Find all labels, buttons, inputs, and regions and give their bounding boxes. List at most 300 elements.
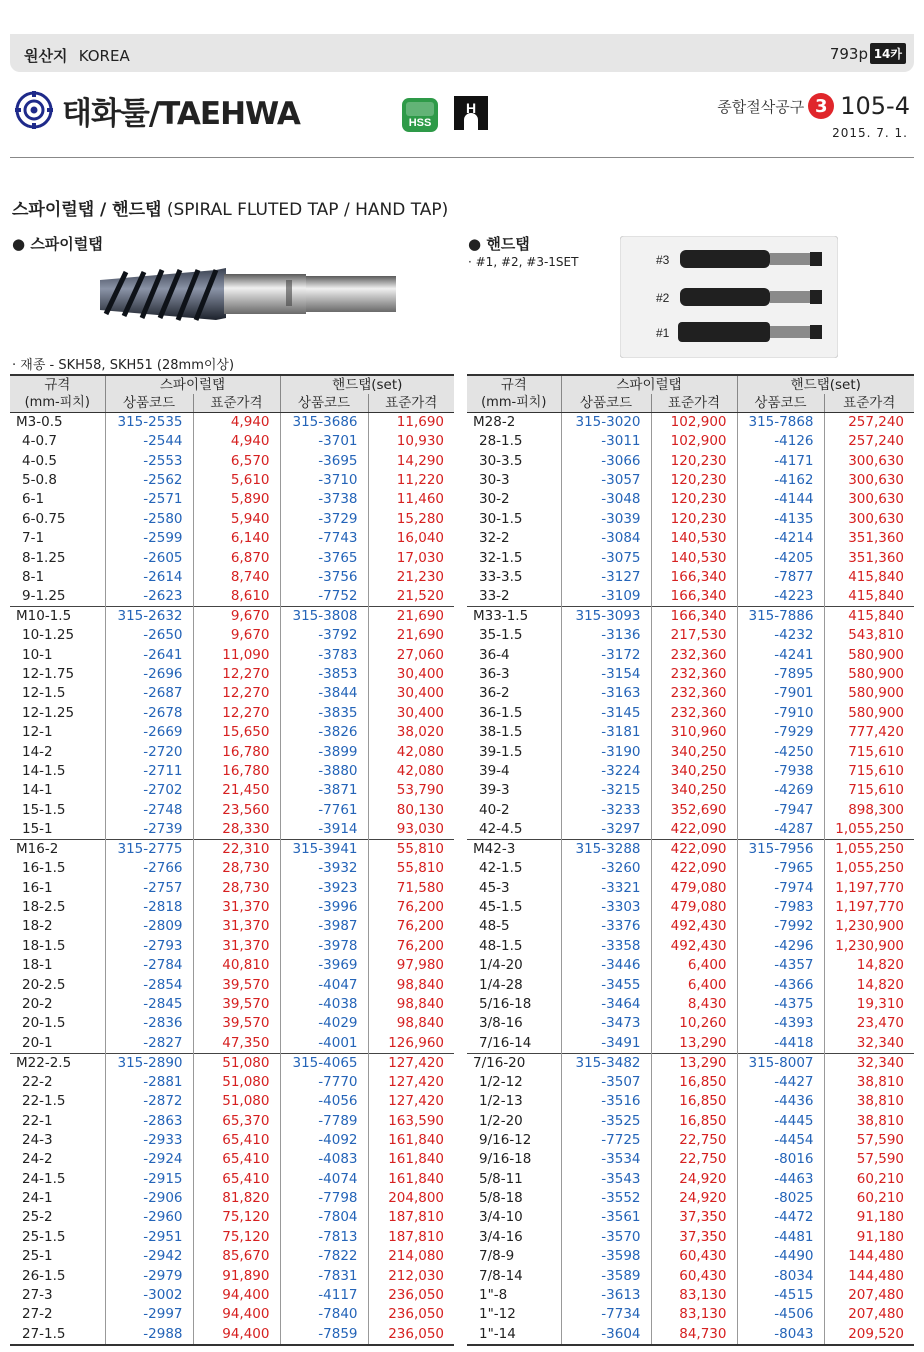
table-row xyxy=(467,762,914,781)
spiral-code-cell: -3057 xyxy=(561,471,651,490)
spiral-code-cell: -3321 xyxy=(561,878,651,897)
spec-cell: 42-4.5 xyxy=(479,821,523,838)
spiral-price-cell: 422,090 xyxy=(651,859,737,878)
hand-price-cell: 98,840 xyxy=(368,975,454,994)
spiral-code-cell: -3172 xyxy=(561,646,651,665)
table-row xyxy=(10,742,454,761)
spec-cell: 4-0.5 xyxy=(22,452,57,469)
table-row xyxy=(467,801,914,820)
spiral-code-cell: -2960 xyxy=(105,1208,193,1227)
hand-price-cell: 236,050 xyxy=(368,1286,454,1305)
table-row xyxy=(467,742,914,761)
table-row xyxy=(467,1034,914,1054)
hand-tap-set-image xyxy=(620,236,838,358)
spiral-price-cell: 15,650 xyxy=(193,723,280,742)
spiral-price-cell: 37,350 xyxy=(651,1208,737,1227)
spec-cell: 22-1 xyxy=(22,1112,53,1129)
hand-price-cell: 207,480 xyxy=(824,1305,914,1324)
spiral-price-cell: 232,360 xyxy=(651,646,737,665)
spiral-price-cell: 217,530 xyxy=(651,626,737,645)
spiral-price-cell: 24,920 xyxy=(651,1170,737,1189)
spec-cell: 22-2 xyxy=(22,1073,53,1090)
hand-price-cell: 11,690 xyxy=(368,413,454,433)
spiral-price-cell: 16,850 xyxy=(651,1092,737,1111)
hand-price-cell: 55,810 xyxy=(368,859,454,878)
spiral-code-cell: -2997 xyxy=(105,1305,193,1324)
spiral-code-cell: -2784 xyxy=(105,956,193,975)
hand-code-cell: -8043 xyxy=(737,1325,824,1345)
table-row xyxy=(467,1111,914,1130)
hand-price-cell: 715,610 xyxy=(824,781,914,800)
spiral-code-cell: -2739 xyxy=(105,820,193,840)
spec-cell: 15-1 xyxy=(22,821,53,838)
table-row xyxy=(467,1073,914,1092)
hand-code-cell: -3738 xyxy=(280,490,368,509)
spiral-price-cell: 120,230 xyxy=(651,490,737,509)
hand-code-cell: -4375 xyxy=(737,995,824,1014)
spec-cell: 7-1 xyxy=(22,530,45,547)
hand-code-cell: -3996 xyxy=(280,898,368,917)
spec-cell: 28-1.5 xyxy=(479,433,523,450)
spiral-price-cell: 492,430 xyxy=(651,917,737,936)
hand-price-cell: 19,310 xyxy=(824,995,914,1014)
hand-code-cell: -4490 xyxy=(737,1247,824,1266)
table-row xyxy=(10,840,454,860)
table-row xyxy=(10,1325,454,1345)
hand-price-cell: 15,280 xyxy=(368,510,454,529)
hand-code-cell: -7789 xyxy=(280,1111,368,1130)
hand-code-cell: -3844 xyxy=(280,684,368,703)
hand-code-cell: -4205 xyxy=(737,548,824,567)
spec-cell: 1"-12 xyxy=(479,1306,516,1323)
spiral-code-cell: -3464 xyxy=(561,995,651,1014)
spec-cell: 30-1.5 xyxy=(479,510,523,527)
hand-price-cell: 187,810 xyxy=(368,1208,454,1227)
hand-code-cell: -4214 xyxy=(737,529,824,548)
spiral-price-cell: 352,690 xyxy=(651,801,737,820)
spec-cell: 6-1 xyxy=(22,491,45,508)
spiral-code-cell: -3233 xyxy=(561,801,651,820)
hand-price-cell: 60,210 xyxy=(824,1189,914,1208)
hand-code-cell: -4418 xyxy=(737,1034,824,1054)
hand-price-cell: 98,840 xyxy=(368,995,454,1014)
spiral-price-cell: 22,750 xyxy=(651,1150,737,1169)
spiral-code-cell: -3215 xyxy=(561,781,651,800)
table-row xyxy=(10,607,454,627)
hand-price-cell: 161,840 xyxy=(368,1131,454,1150)
table-row xyxy=(467,995,914,1014)
hand-code-cell: -4223 xyxy=(737,587,824,607)
table-row xyxy=(10,413,454,433)
hand-price-cell: 580,900 xyxy=(824,684,914,703)
header-spec: 규격 xyxy=(10,375,105,394)
table-row xyxy=(467,568,914,587)
table-row xyxy=(10,1305,454,1324)
hand-price-cell: 415,840 xyxy=(824,607,914,627)
table-row xyxy=(10,956,454,975)
spiral-code-cell: -2854 xyxy=(105,975,193,994)
spiral-price-cell: 492,430 xyxy=(651,937,737,956)
hand-price-cell: 76,200 xyxy=(368,917,454,936)
spiral-code-cell: 315-3020 xyxy=(561,413,651,433)
hand-code-cell: -7877 xyxy=(737,568,824,587)
hand-code-cell: -4117 xyxy=(280,1286,368,1305)
hand-code-cell: -4092 xyxy=(280,1131,368,1150)
spiral-price-cell: 340,250 xyxy=(651,742,737,761)
hand-code-cell: -7901 xyxy=(737,684,824,703)
hand-code-cell: 315-8007 xyxy=(737,1053,824,1073)
table-row xyxy=(10,510,454,529)
spec-cell: 15-1.5 xyxy=(22,801,66,818)
spiral-code-cell: -3127 xyxy=(561,568,651,587)
hand-code-cell: -3853 xyxy=(280,665,368,684)
spiral-price-cell: 31,370 xyxy=(193,937,280,956)
spiral-code-cell: -2906 xyxy=(105,1189,193,1208)
table-row xyxy=(467,510,914,529)
spec-cell: 10-1 xyxy=(22,646,53,663)
spiral-price-cell: 28,730 xyxy=(193,859,280,878)
hand-price-cell: 715,610 xyxy=(824,742,914,761)
hand-price-cell: 27,060 xyxy=(368,646,454,665)
spiral-code-cell: -3543 xyxy=(561,1170,651,1189)
hand-price-cell: 21,520 xyxy=(368,587,454,607)
spiral-price-cell: 94,400 xyxy=(193,1325,280,1345)
spiral-price-cell: 13,290 xyxy=(651,1034,737,1054)
section-title xyxy=(12,195,448,220)
spiral-price-cell: 4,940 xyxy=(193,432,280,451)
hand-price-cell: 10,930 xyxy=(368,432,454,451)
spiral-code-cell: -3145 xyxy=(561,704,651,723)
hand-code-cell: -3783 xyxy=(280,646,368,665)
spec-cell: 27-2 xyxy=(22,1306,53,1323)
spiral-price-cell: 28,730 xyxy=(193,878,280,897)
table-row xyxy=(467,840,914,860)
spec-cell: 36-4 xyxy=(479,646,510,663)
hand-price-cell: 57,590 xyxy=(824,1150,914,1169)
spiral-price-cell: 51,080 xyxy=(193,1053,280,1073)
spiral-code-cell: -3163 xyxy=(561,684,651,703)
spiral-price-cell: 60,430 xyxy=(651,1247,737,1266)
spec-cell: 14-1.5 xyxy=(22,763,66,780)
spiral-price-cell: 75,120 xyxy=(193,1208,280,1227)
table-row xyxy=(10,646,454,665)
hand-tap-heading: ● 핸드탭 xyxy=(468,233,530,254)
hand-code-cell: 315-3808 xyxy=(280,607,368,627)
spiral-price-cell: 65,370 xyxy=(193,1111,280,1130)
spiral-price-cell: 166,340 xyxy=(651,568,737,587)
hand-code-cell: -3987 xyxy=(280,917,368,936)
hand-price-cell: 161,840 xyxy=(368,1170,454,1189)
header-price: 표준가격 xyxy=(651,394,737,413)
spiral-code-cell: -7725 xyxy=(561,1131,651,1150)
hand-code-cell: -7752 xyxy=(280,587,368,607)
hand-code-cell: -4287 xyxy=(737,820,824,840)
spiral-code-cell: -3570 xyxy=(561,1228,651,1247)
hand-code-cell: -7804 xyxy=(280,1208,368,1227)
spec-cell: 10-1.25 xyxy=(22,627,75,644)
hand-code-cell: -3871 xyxy=(280,781,368,800)
material-note: · 재종 - SKH58, SKH51 (28mm이상) xyxy=(12,358,235,373)
table-row xyxy=(467,529,914,548)
hand-code-cell: -4436 xyxy=(737,1092,824,1111)
header-price: 표준가격 xyxy=(824,394,914,413)
hand-price-cell: 300,630 xyxy=(824,490,914,509)
spec-cell: 5/8-18 xyxy=(479,1190,523,1207)
hand-price-cell: 23,470 xyxy=(824,1014,914,1033)
spec-cell: 1/2-20 xyxy=(479,1112,523,1129)
table-row xyxy=(467,587,914,607)
spiral-price-cell: 23,560 xyxy=(193,801,280,820)
spiral-code-cell: -3048 xyxy=(561,490,651,509)
table-body-right xyxy=(467,413,914,1345)
spiral-code-cell: -3552 xyxy=(561,1189,651,1208)
spiral-code-cell: -2881 xyxy=(105,1073,193,1092)
hand-price-cell: 127,420 xyxy=(368,1092,454,1111)
table-row xyxy=(467,548,914,567)
hand-code-cell: -3710 xyxy=(280,471,368,490)
table-row xyxy=(10,432,454,451)
spec-cell: M22-2.5 xyxy=(10,1053,105,1073)
header-spec-sub: (mm-피치) xyxy=(467,394,561,413)
hand-price-cell: 214,080 xyxy=(368,1247,454,1266)
spec-cell: 30-2 xyxy=(479,491,510,508)
spiral-code-cell: -3181 xyxy=(561,723,651,742)
table-row xyxy=(10,898,454,917)
hand-code-cell: -4083 xyxy=(280,1150,368,1169)
table-row xyxy=(467,1131,914,1150)
hand-code-cell: -4481 xyxy=(737,1228,824,1247)
table-row xyxy=(10,1053,454,1073)
table-row xyxy=(10,1034,454,1054)
hand-code-cell: -7910 xyxy=(737,704,824,723)
spiral-price-cell: 340,250 xyxy=(651,762,737,781)
table-row xyxy=(467,937,914,956)
table-row xyxy=(10,762,454,781)
table-row xyxy=(10,1131,454,1150)
spiral-code-cell: -3154 xyxy=(561,665,651,684)
spec-cell: 18-2.5 xyxy=(22,899,66,915)
table-row xyxy=(467,451,914,470)
spiral-code-cell: -2872 xyxy=(105,1092,193,1111)
spiral-code-cell: -2988 xyxy=(105,1325,193,1345)
table-row xyxy=(10,490,454,509)
table-row xyxy=(10,1286,454,1305)
spiral-price-cell: 232,360 xyxy=(651,684,737,703)
spec-cell: 42-1.5 xyxy=(479,860,523,877)
hand-code-cell: -3899 xyxy=(280,742,368,761)
hand-code-cell: -7822 xyxy=(280,1247,368,1266)
catalog-page: 105-4 xyxy=(840,92,910,120)
hand-code-cell: -4162 xyxy=(737,471,824,490)
spiral-price-cell: 94,400 xyxy=(193,1286,280,1305)
hand-price-cell: 14,820 xyxy=(824,975,914,994)
spiral-price-cell: 5,940 xyxy=(193,510,280,529)
hand-price-cell: 144,480 xyxy=(824,1247,914,1266)
spec-cell: 7/8-14 xyxy=(479,1267,523,1284)
hand-price-cell: 42,080 xyxy=(368,742,454,761)
hand-code-cell: -4393 xyxy=(737,1014,824,1033)
spiral-price-cell: 51,080 xyxy=(193,1092,280,1111)
table-row xyxy=(467,684,914,703)
table-row xyxy=(467,975,914,994)
hand-code-cell: -3695 xyxy=(280,451,368,470)
spiral-code-cell: -2614 xyxy=(105,568,193,587)
page-reference: 793p xyxy=(829,45,868,63)
spiral-code-cell: -2818 xyxy=(105,898,193,917)
table-row xyxy=(10,820,454,840)
spiral-price-cell: 102,900 xyxy=(651,413,737,433)
header-code: 상품코드 xyxy=(280,394,368,413)
hand-price-cell: 80,130 xyxy=(368,801,454,820)
spiral-price-cell: 166,340 xyxy=(651,607,737,627)
spiral-price-cell: 83,130 xyxy=(651,1305,737,1324)
header-code: 상품코드 xyxy=(105,394,193,413)
hand-price-cell: 38,810 xyxy=(824,1073,914,1092)
spec-cell: 36-2 xyxy=(479,685,510,702)
hand-code-cell: -7798 xyxy=(280,1189,368,1208)
spec-cell: 12-1.5 xyxy=(22,685,66,702)
spec-cell: 26-1.5 xyxy=(22,1267,66,1284)
hand-code-cell: -3826 xyxy=(280,723,368,742)
table-row xyxy=(467,432,914,451)
spiral-code-cell: -3473 xyxy=(561,1014,651,1033)
spec-cell: 32-2 xyxy=(479,530,510,547)
hand-price-cell: 1,055,250 xyxy=(824,859,914,878)
spiral-code-cell: -2809 xyxy=(105,917,193,936)
hand-tap-note: · #1, #2, #3-1SET xyxy=(468,255,579,269)
spec-cell: 45-1.5 xyxy=(479,899,523,915)
header-price: 표준가격 xyxy=(193,394,280,413)
hand-code-cell: -4047 xyxy=(280,975,368,994)
hand-code-cell: -3765 xyxy=(280,548,368,567)
hand-code-cell: -3880 xyxy=(280,762,368,781)
hand-code-cell: -4366 xyxy=(737,975,824,994)
hand-code-cell: -7965 xyxy=(737,859,824,878)
spiral-price-cell: 51,080 xyxy=(193,1073,280,1092)
header-bar xyxy=(10,34,914,72)
spiral-price-cell: 31,370 xyxy=(193,898,280,917)
hand-code-cell: -7992 xyxy=(737,917,824,936)
table-row xyxy=(467,781,914,800)
spec-cell: 7/16-14 xyxy=(479,1034,532,1051)
spiral-price-cell: 21,450 xyxy=(193,781,280,800)
header-spiral: 스파이럴탭 xyxy=(561,375,737,394)
hand-price-cell: 14,820 xyxy=(824,956,914,975)
spec-cell: 39-1.5 xyxy=(479,743,523,760)
table-row xyxy=(467,859,914,878)
table-row xyxy=(467,1189,914,1208)
hand-price-cell: 21,690 xyxy=(368,626,454,645)
table-row xyxy=(10,1014,454,1033)
hand-price-cell: 17,030 xyxy=(368,548,454,567)
spiral-code-cell: -2641 xyxy=(105,646,193,665)
spiral-code-cell: -3604 xyxy=(561,1325,651,1345)
spec-cell: 18-2 xyxy=(22,918,53,935)
spiral-price-cell: 75,120 xyxy=(193,1228,280,1247)
hand-code-cell: 315-3686 xyxy=(280,413,368,433)
hand-code-cell: -3978 xyxy=(280,937,368,956)
section-title-bold: 스파이럴탭 / 핸드탭 xyxy=(12,200,162,220)
hand-price-cell: 30,400 xyxy=(368,684,454,703)
spec-cell: 1"-8 xyxy=(479,1287,508,1304)
spiral-price-cell: 16,850 xyxy=(651,1073,737,1092)
table-row xyxy=(10,1073,454,1092)
spiral-code-cell: -3039 xyxy=(561,510,651,529)
spec-cell: 7/16-20 xyxy=(467,1053,561,1073)
table-row xyxy=(10,995,454,1014)
spiral-code-cell: -3011 xyxy=(561,432,651,451)
table-row xyxy=(467,1170,914,1189)
table-row xyxy=(467,723,914,742)
spec-cell: 24-1.5 xyxy=(22,1170,66,1187)
hand-label-3: #3 xyxy=(656,253,670,267)
spec-cell: M10-1.5 xyxy=(10,607,105,627)
table-row xyxy=(467,878,914,897)
hand-price-cell: 91,180 xyxy=(824,1228,914,1247)
table-row xyxy=(467,1150,914,1169)
hand-code-cell: -7761 xyxy=(280,801,368,820)
spiral-price-cell: 422,090 xyxy=(651,820,737,840)
spec-cell: 35-1.5 xyxy=(479,627,523,644)
spiral-price-cell: 16,780 xyxy=(193,742,280,761)
spec-cell: 8-1 xyxy=(22,568,45,585)
hand-code-cell: 315-4065 xyxy=(280,1053,368,1073)
hand-price-cell: 187,810 xyxy=(368,1228,454,1247)
spiral-price-cell: 5,610 xyxy=(193,471,280,490)
hand-code-cell: 315-7868 xyxy=(737,413,824,433)
hand-code-cell: -4126 xyxy=(737,432,824,451)
table-row xyxy=(10,587,454,607)
hand-price-cell: 76,200 xyxy=(368,937,454,956)
spec-cell: 5/8-11 xyxy=(479,1170,523,1187)
spec-cell: 30-3.5 xyxy=(479,452,523,469)
spiral-code-cell: -3297 xyxy=(561,820,651,840)
spiral-code-cell: -2702 xyxy=(105,781,193,800)
spiral-code-cell: -3303 xyxy=(561,898,651,917)
spec-cell: 1/2-12 xyxy=(479,1073,523,1090)
hand-price-cell: 300,630 xyxy=(824,451,914,470)
table-row xyxy=(10,937,454,956)
spec-cell: 4-0.7 xyxy=(22,433,57,450)
spec-cell: 20-1.5 xyxy=(22,1015,66,1032)
hand-price-cell: 580,900 xyxy=(824,646,914,665)
table-row xyxy=(467,626,914,645)
hand-code-cell: -4463 xyxy=(737,1170,824,1189)
hand-code-cell: -4056 xyxy=(280,1092,368,1111)
spec-cell: 30-3 xyxy=(479,471,510,488)
spiral-code-cell: -3613 xyxy=(561,1286,651,1305)
table-row xyxy=(467,1228,914,1247)
hand-price-cell: 543,810 xyxy=(824,626,914,645)
spiral-code-cell: -2669 xyxy=(105,723,193,742)
spiral-code-cell: -2827 xyxy=(105,1034,193,1054)
table-row xyxy=(467,898,914,917)
table-row xyxy=(10,1092,454,1111)
spiral-price-cell: 10,260 xyxy=(651,1014,737,1033)
spiral-price-cell: 479,080 xyxy=(651,898,737,917)
spiral-price-cell: 6,140 xyxy=(193,529,280,548)
hand-code-cell: -8034 xyxy=(737,1266,824,1285)
spiral-price-cell: 9,670 xyxy=(193,607,280,627)
table-row xyxy=(10,529,454,548)
spiral-price-cell: 120,230 xyxy=(651,471,737,490)
hand-price-cell: 93,030 xyxy=(368,820,454,840)
hand-code-cell: -7895 xyxy=(737,665,824,684)
spec-cell: M28-2 xyxy=(467,413,561,433)
hand-price-cell: 30,400 xyxy=(368,704,454,723)
hand-code-cell: -4427 xyxy=(737,1073,824,1092)
spiral-code-cell: -7734 xyxy=(561,1305,651,1324)
